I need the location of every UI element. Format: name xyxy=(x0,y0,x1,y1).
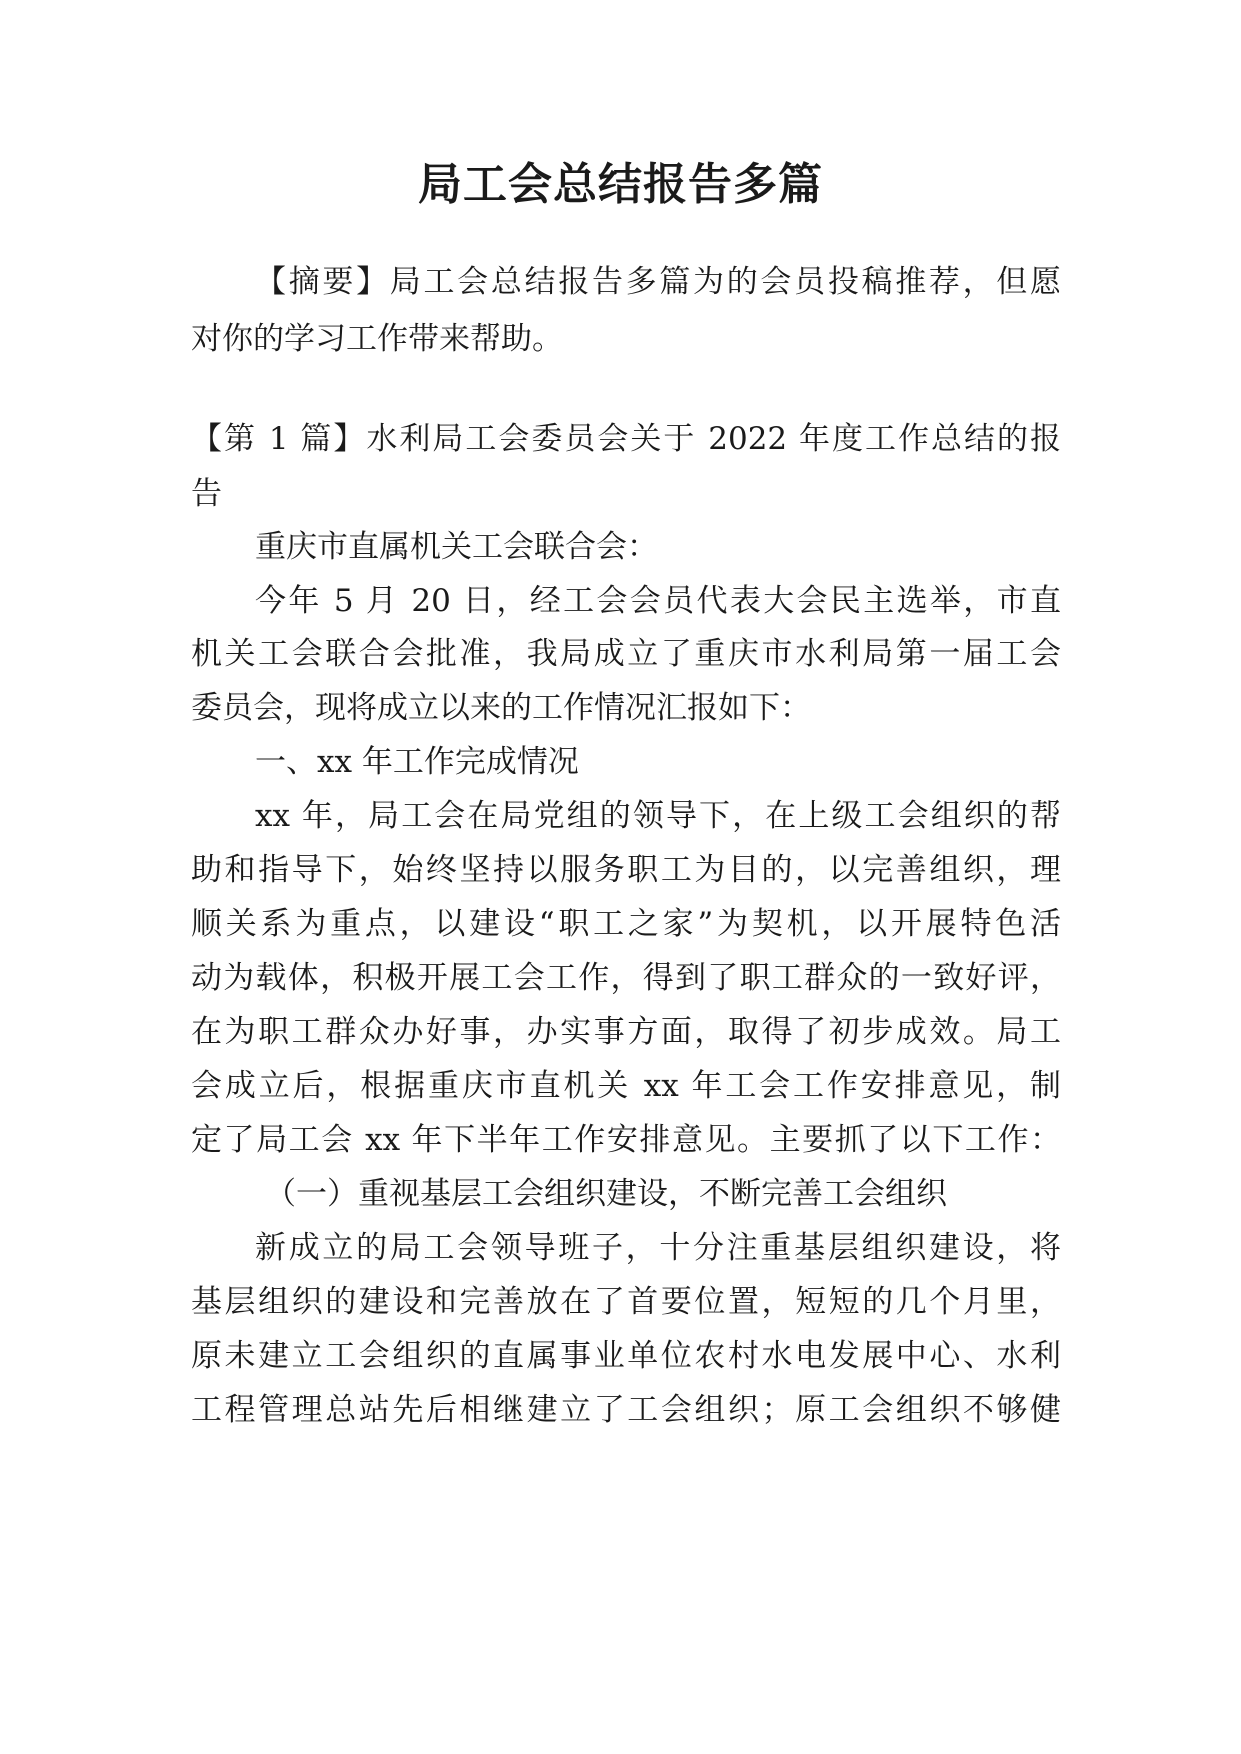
paragraph-line: 工程管理总站先后相继建立了工会组织；原工会组织不够健 xyxy=(191,1392,1061,1428)
paragraph-line: 动为载体，积极开展工会工作，得到了职工群众的一致好评， xyxy=(191,960,1061,996)
section-heading-line-2: 告 xyxy=(191,476,222,512)
section-heading-line-1: 【第 1 篇】水利局工会委员会关于 2022 年度工作总结的报 xyxy=(191,421,1061,457)
paragraph-line: 委员会，现将成立以来的工作情况汇报如下： xyxy=(191,690,811,726)
paragraph-line: 定了局工会 xx 年下半年工作安排意见。主要抓了以下工作： xyxy=(191,1122,1061,1158)
paragraph-line: 顺关系为重点，以建设“职工之家”为契机，以开展特色活 xyxy=(191,906,1061,942)
paragraph-line: 会成立后，根据重庆市直机关 xx 年工会工作安排意见，制 xyxy=(191,1068,1061,1104)
paragraph-line: 机关工会联合会批准，我局成立了重庆市水利局第一届工会 xyxy=(191,636,1061,672)
abstract-line-1: 【摘要】局工会总结报告多篇为的会员投稿推荐，但愿 xyxy=(255,264,1061,300)
page-title: 局工会总结报告多篇 xyxy=(418,159,823,210)
subheading: 一、xx 年工作完成情况 xyxy=(255,744,579,780)
paragraph-line: 助和指导下，始终坚持以服务职工为目的，以完善组织，理 xyxy=(191,852,1061,888)
paragraph-line: 新成立的局工会领导班子，十分注重基层组织建设，将 xyxy=(255,1230,1061,1266)
paragraph-line: xx 年，局工会在局党组的领导下，在上级工会组织的帮 xyxy=(255,798,1061,834)
paragraph-line: 原未建立工会组织的直属事业单位农村水电发展中心、水利 xyxy=(191,1338,1061,1374)
subheading: （一）重视基层工会组织建设，不断完善工会组织 xyxy=(265,1176,947,1212)
salutation: 重庆市直属机关工会联合会： xyxy=(255,529,658,565)
paragraph-line: 基层组织的建设和完善放在了首要位置，短短的几个月里， xyxy=(191,1284,1061,1320)
paragraph-line: 在为职工群众办好事，办实事方面，取得了初步成效。局工 xyxy=(191,1014,1061,1050)
abstract-line-2: 对你的学习工作带来帮助。 xyxy=(191,321,563,357)
paragraph-line: 今年 5 月 20 日，经工会会员代表大会民主选举，市直 xyxy=(255,583,1061,619)
